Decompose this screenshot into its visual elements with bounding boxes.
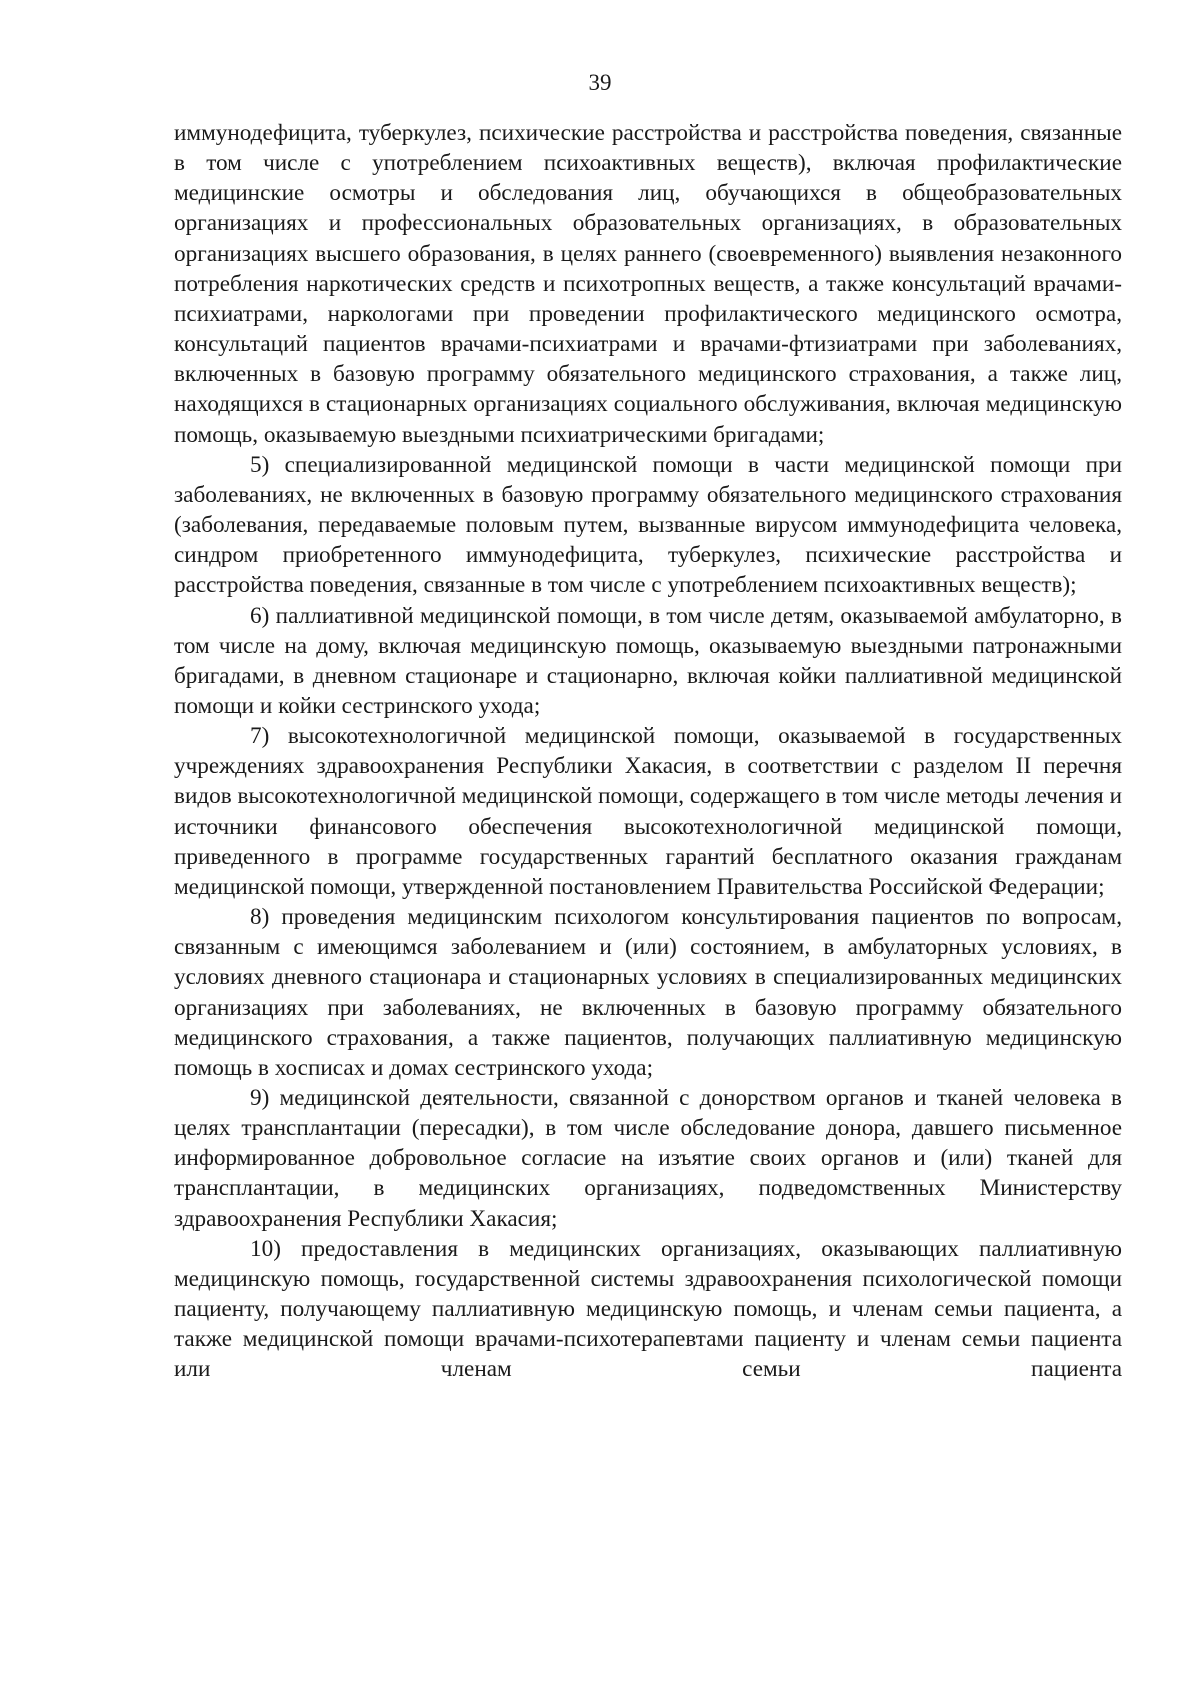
paragraph-item-8: 8) проведения медицинским психологом консультирования пациентов по вопросам, связанным с имеющимся заболеванием и (или) состоянием, в амбулаторных условиях, в условиях дневного стационара и стационарных условиях в специализированных медицинских организациях при заболеваниях, не включенных в базовую программу обязательного медицинского страхования, а также пациентов, получающих паллиативную медицинскую помощь в хосписах и домах сестринского ухода; bbox=[174, 904, 1122, 1081]
paragraph-item-10: 10) предоставления в медицинских организациях, оказывающих паллиативную медицинскую помощь, государственной системы здравоохранения психологической помощи пациенту, получающему паллиативную медицинскую помощь, и членам семьи пациента, а также медицинской помощи врачами-психотерапевтами пациенту и членам семьи пациента или членам семьи пациента bbox=[174, 1235, 1122, 1383]
document-body bbox=[174, 118, 1122, 1385]
paragraph-item-5: 5) специализированной медицинской помощи в части медицинской помощи при заболеваниях, не включенных в базовую программу обязательного медицинского страхования (заболевания, передаваемые половым путем, вызванные вирусом иммунодефицита человека, синдром приобретенного иммунодефицита, туберкулез, психические расстройства и расстройства поведения, связанные в том числе с употреблением психоактивных веществ); bbox=[174, 451, 1122, 599]
paragraph-item-6: 6) паллиативной медицинской помощи, в том числе детям, оказываемой амбулаторно, в том числе на дому, включая медицинскую помощь, оказываемую выездными патронажными бригадами, в дневном стационаре и стационарно, включая койки паллиативной медицинской помощи и койки сестринского ухода; bbox=[174, 602, 1122, 719]
page-number: 39 bbox=[588, 70, 612, 95]
paragraph-item-9: 9) медицинской деятельности, связанной с донорством органов и тканей человека в целях трансплантации (пересадки), в том числе обследование донора, давшего письменное информированное добровольное согласие на изъятие своих органов и (или) тканей для трансплантации, в медицинских организациях, подведомственных Министерству здравоохранения Республики Хакасия; bbox=[174, 1085, 1122, 1232]
paragraph-item-7: 7) высокотехнологичной медицинской помощи, оказываемой в государственных учреждениях здравоохранения Республики Хакасия, в соответствии с разделом II перечня видов высокотехнологичной медицинской помощи, содержащего в том числе методы лечения и источники финансового обеспечения высокотехнологичной медицинской помощи, приведенного в программе государственных гарантий бесплатного оказания гражданам медицинской помощи, утвержденной постановлением Правительства Российской Федерации; bbox=[174, 723, 1122, 900]
paragraph-continuation: иммунодефицита, туберкулез, психические расстройства и расстройства поведения, связанные в том числе с употреблением психоактивных веществ), включая профилактические медицинские осмотры и обследования лиц, обучающихся в общеобразовательных организациях и профессиональных образовательных организациях, в образовательных организациях высшего образования, в целях раннего (своевременного) выявления незаконного потребления наркотических средств и психотропных веществ, а также консультаций врачами-психиатрами, наркологами при проведении профилактического медицинского осмотра, консультаций пациентов врачами-психиатрами и врачами-фтизиатрами при заболеваниях, включенных в базовую программу обязательного медицинского страхования, а также лиц, находящихся в стационарных организациях социального обслуживания, включая медицинскую помощь, оказываемую выездными психиатрическими бригадами; bbox=[174, 120, 1122, 448]
